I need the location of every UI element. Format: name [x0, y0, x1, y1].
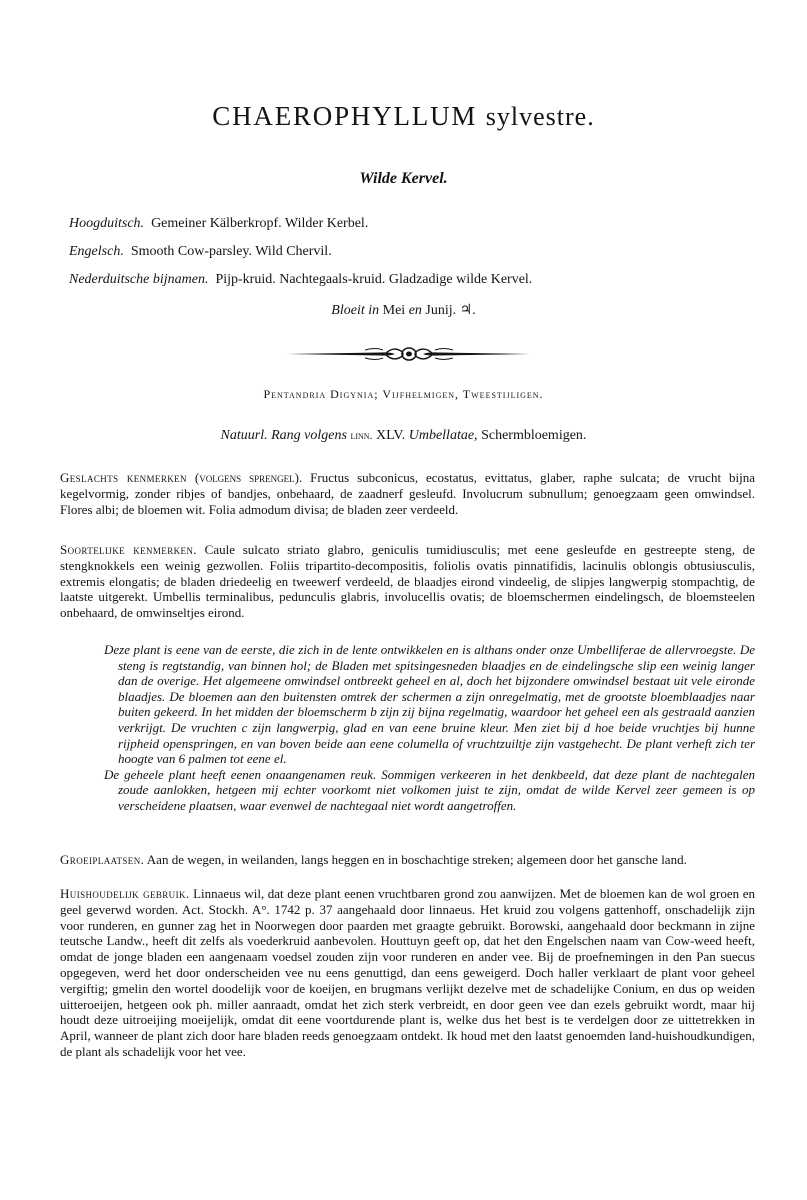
name-text: Smooth Cow-parsley. Wild Chervil.: [130, 244, 332, 259]
order-number: XLV.: [376, 428, 406, 443]
name-line-dutch: [69, 266, 532, 294]
page-title: [0, 101, 807, 132]
note-paragraph-2: De geheele plant heeft eenen onaangenamen reuk. Sommigen verkeeren in het denkbeeld, dat deze plant de nachtegalen zoude aanlokken, hetgeen mij echter voorkomt niet volkomen juist te zijn, omdat de wilde Kervel zeer gemeen is op verscheidene plaatsen, waar evenwel de nachtegaal niet wordt aangetroffen.: [104, 766, 755, 813]
note-paragraph-1: Deze plant is eene van de eerste, die zich in de lente ontwikkelen en is althans onder onze Umbelliferae de allervroegste. De steng is regtstandig, van binnen hol; de Bladen met spitsingesneden blaadjes en de eindelingsche slip een weinig langer dan de overige. Het algemeene omwindsel ontbreekt geheel en al, doch het bijzondere omwindsel bestaat uit vele eironde blaadjes. De bloemen aan den buitensten omtrek der schermen a zijn onregelmatig, met de grootste bloemblaadjes naar buiten gekeerd. In het midden der bloemscherm b zijn zij bijna regelmatig, waardoor het geheel een als gestraald aanzien verkrijgt. De vruchten c zijn langwerpig, glad en van eene bruine kleur. Men ziet bij d hoe beide vruchtjes bij hunne rijpheid openspringen, en van boven beide aan eene columella of vruchtzuiltje zijn vastgehecht. De plant verheft zich ter hoogte van 6 palmen tot eene el.: [104, 642, 755, 767]
name-text: Pijp-kruid. Nachtegaals-kruid. Gladzadige wilde Kervel.: [215, 272, 533, 287]
species-name: sylvestre.: [485, 102, 595, 131]
species-characters-paragraph: [60, 542, 755, 621]
section-heading: Geslachts kenmerken: [60, 470, 187, 485]
language-label: Nederduitsche bijnamen.: [69, 272, 209, 287]
name-line-german: [69, 210, 532, 238]
description-note: [104, 642, 755, 814]
common-name: Wilde Kervel.: [359, 170, 448, 187]
order-prefix: Natuurl. Rang volgens: [220, 428, 347, 443]
ornament-divider-icon: [285, 343, 533, 365]
flowering-time: [0, 302, 807, 319]
language-label: Hoogduitsch.: [69, 216, 145, 231]
genus-name: CHAEROPHYLLUM: [212, 101, 478, 131]
flowering-month-2: Junij.: [425, 303, 457, 318]
flowering-and: en: [408, 303, 422, 318]
section-text: Caule sulcato striato glabro, geniculis tumidiusculis; met eene gesleufde en gestreepte steng, de stengknokkels een weinig gezwollen. Foliis tripartito-decompositis, foliolis ovatis pinnatifidis, lacinulis oblongis obtusiusculis, extremis elongatis; de bladen driedeelig en tweewerf verdeeld, de blaadjes eirond vindeelig, de slipjes langwerpig stompachtig, de laatste uitgerekt. Umbellis terminalibus, pedunculis glabris, involucellis ovatis; de bloemschermen eindelingsch, de bloemsteelen onbehaard, de omwinseltjes eirond.: [60, 542, 755, 621]
flowering-month-1: Mei: [382, 303, 406, 318]
section-text: Fructus subconicus, ecostatus, evittatus, glaber, raphe sulcata; de vrucht bijna kegelvormig, zonder ribjes of bandjes, onbehaard, de zaadnerf gesleufd. Involucrum subnullum; genoegzaam geen omwindsel. Flores albi; de bloemen wit. Folia admodum divisa; de bladen zeer verdeeld.: [60, 470, 755, 517]
language-label: Engelsch.: [69, 244, 124, 259]
linnaean-classification: Pentandria Digynia; Vijfhelmigen, Tweestijligen.: [263, 387, 544, 401]
economic-use-paragraph: [60, 886, 755, 1060]
name-line-english: [69, 238, 532, 266]
perennial-symbol: ♃.: [459, 303, 476, 318]
section-heading: Groeiplaatsen.: [60, 852, 145, 867]
order-dutch: Schermbloemigen.: [481, 428, 587, 443]
flowering-label: Bloeit in: [331, 303, 380, 318]
section-text: Linnaeus wil, dat deze plant eenen vruchtbaren grond zou aanwijzen. Met de bloemen kan de wol groen en geel geverwd worden. Act. Stockh. A°. 1742 p. 37 aangehaald door linnaeus. Het kruid zou volgens gattenhoff, onschadelijk zijn voor runderen, en gunner zag het in Noorwegen door paarden met graagte gebruikt. Borowski, aangehaald door beckmann in zijne teutsche Landw., heeft dit zelfs als voederkruid aanbevolen. Houttuyn geeft op, dat het den Engelschen naam van Cow-weed heeft, omdat de jonge bladen een aangenaam voedsel zouden zijn voor runderen en ander vee. Bij de proefnemingen in den Pan suecus opgegeven, werd het door onderscheiden vee nu eens genuttigd, dan eens geweigerd. Doch haller verklaart de plant voor geheel vergiftig; gmelin den wortel doodelijk voor de koeijen, en brugmans verlijkt dezelve met de schadelijke Conium, en dus op weiden uitteroeijen, hetgeen ook ph. miller aanraadt, omdat het zich sterk verbreidt, en door geen vee dan ezels gebruikt wordt, maar hij houdt deze uitroeijing moeijelijk, omdat dit eene voortdurende plant is, welke dus het best is te verdelgen door ze uittetrekken in April, wanneer de plant zich door hare bladen reeds genoegzaam ontdekt. Ik houd met den laatst genoemden land-huishoudkundigen, de plant als schadelijk voor het vee.: [60, 886, 756, 1059]
natural-order: [0, 428, 807, 444]
habitat-paragraph: [60, 852, 755, 868]
name-text: Gemeiner Kälberkropf. Wilder Kerbel.: [151, 216, 369, 231]
section-heading: Soortelijke kenmerken.: [60, 542, 197, 557]
section-text: Aan de wegen, in weilanden, langs heggen en in boschachtige streken; algemeen door het gansche land.: [146, 852, 687, 867]
section-author: (volgens sprengel).: [194, 470, 303, 485]
order-family: Umbellatae,: [408, 428, 478, 443]
vernacular-names: [69, 210, 532, 294]
section-heading: Huishoudelijk gebruik.: [60, 886, 190, 901]
genus-characters-paragraph: [60, 470, 755, 517]
order-author: linn.: [350, 428, 373, 442]
